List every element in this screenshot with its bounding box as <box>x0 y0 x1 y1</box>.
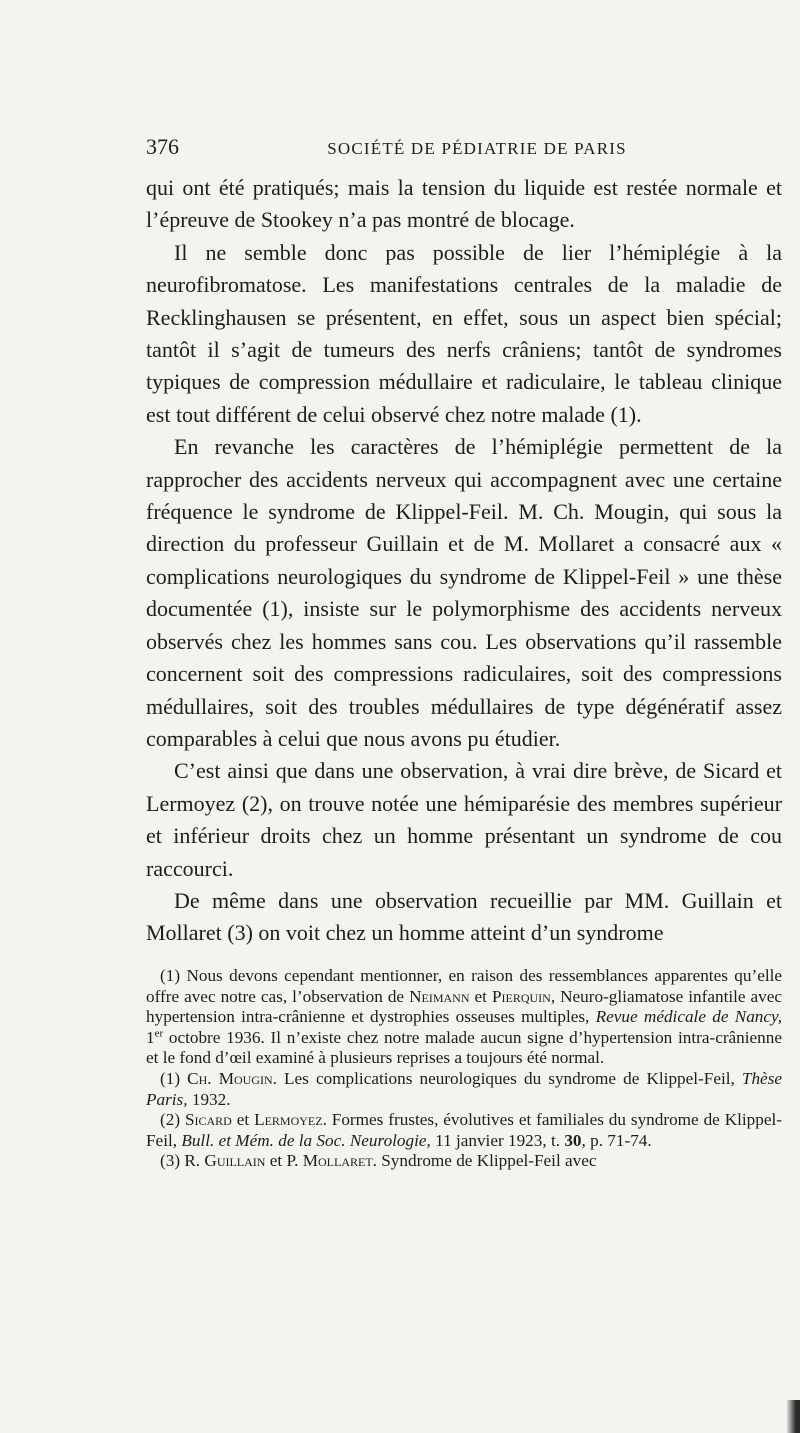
footnote-number: (1) <box>160 1068 181 1088</box>
footnote-number: (1) <box>160 966 181 985</box>
footnote-2: (1) Ch. Mougin. Les complications neurologiques du syndrome de Klippel-Feil, Thèse Paris, 1932. <box>146 1068 783 1109</box>
paragraph-5: De même dans une observation recueillie par MM. Guillain et Mollaret (3) on voit chez un homme atteint d’un syndrome <box>146 887 782 946</box>
paragraph-3: En revanche les caractères de l’hémiplégie permettent de la rapprocher des accidents nerveux qui accompagnent avec une certaine fréquence le syndrome de Klippel-Feil. M. Ch. Mougin, qui sous la direction du professeur Guillain et de M. Mollaret a consacré aux « complications neurologiques du syndrome de Klippel-Feil » une thèse documentée (1), insiste sur le polymorphisme des accidents nerveux observés chez les hommes sans cou. Les observations qu’il rassemble concernent soit des compressions radiculaires, soit des compressions médullaires, soit des troubles médullaires de type dégénératif assez comparables à celui que nous avons pu étudier. <box>146 434 782 751</box>
footnote-4: (3) R. Guillain et P. Mollaret. Syndrome de Klippel-Feil avec <box>160 1151 597 1171</box>
running-title: SOCIÉTÉ DE PÉDIATRIE DE PARIS <box>327 139 627 158</box>
journal-title: Bull. et Mém. de la Soc. Neurologie, <box>181 1130 431 1150</box>
paragraph-1: qui ont été pratiqués; mais la tension du liquide est restée normale et l’épreuve de Stookey n’a pas montré de blocage. <box>146 175 782 233</box>
paragraph-2: Il ne semble donc pas possible de lier l’hémiplégie à la neurofibromatose. Les manifestations centrales de la maladie de Recklinghausen se présentent, en effet, sous un aspect bien spécial; tantôt il s’agit de tumeurs des nerfs crâniens; tantôt de syndromes typiques de compression médullaire et radiculaire, le tableau clinique est tout différent de celui observé chez notre malade (1). <box>146 239 782 427</box>
page-edge-shadow <box>786 1400 800 1433</box>
author-name: P. Mollaret. <box>286 1151 377 1171</box>
paragraph-4: C’est ainsi que dans une observation, à vrai dire brève, de Sicard et Lermoyez (2), on trouve notée une hémiparésie des membres supérieur et inférieur droits chez un homme présentant un syndrome de cou raccourci. <box>146 758 782 881</box>
author-name: Neimann <box>409 986 470 1006</box>
footnotes <box>146 966 782 1172</box>
journal-title: Revue médicale de Nancy, <box>595 1007 783 1027</box>
footnote-number: (3) <box>160 1151 181 1171</box>
author-name: Lermoyez. <box>254 1110 327 1130</box>
author-name: Ch. Mougin. <box>187 1068 277 1088</box>
page-number: 376 <box>146 134 179 159</box>
thesis-title: Thèse Paris, <box>146 1068 783 1109</box>
footnote-1: (1) Nous devons cependant mentionner, en raison des ressemblances apparentes qu’elle offre avec notre cas, l’observation de Neimann et Pierquin, Neuro-gliamatose infantile avec hypertension intra-crânienne et dystrophies osseuses multiples, Revue médicale de Nancy, 1er octobre 1936. Il n’existe chez notre malade aucun signe d’hypertension intra-crânienne et le fond d’œil examiné à plusieurs reprises a toujours été normal. <box>146 966 783 1068</box>
author-name: Pierquin <box>491 986 551 1006</box>
body-text <box>146 172 782 950</box>
author-name: Sicard <box>184 1110 232 1130</box>
footnote-3: (2) Sicard et Lermoyez. Formes frustes, évolutives et familiales du syndrome de Klippel-Feil, Bull. et Mém. de la Soc. Neurologie, 11 janvier 1923, t. 30, p. 71-74. <box>146 1110 782 1150</box>
footnote-number: (2) <box>160 1110 181 1130</box>
volume-number: 30 <box>564 1130 582 1150</box>
page-header <box>146 134 778 160</box>
author-name: R. Guillain <box>184 1151 266 1171</box>
